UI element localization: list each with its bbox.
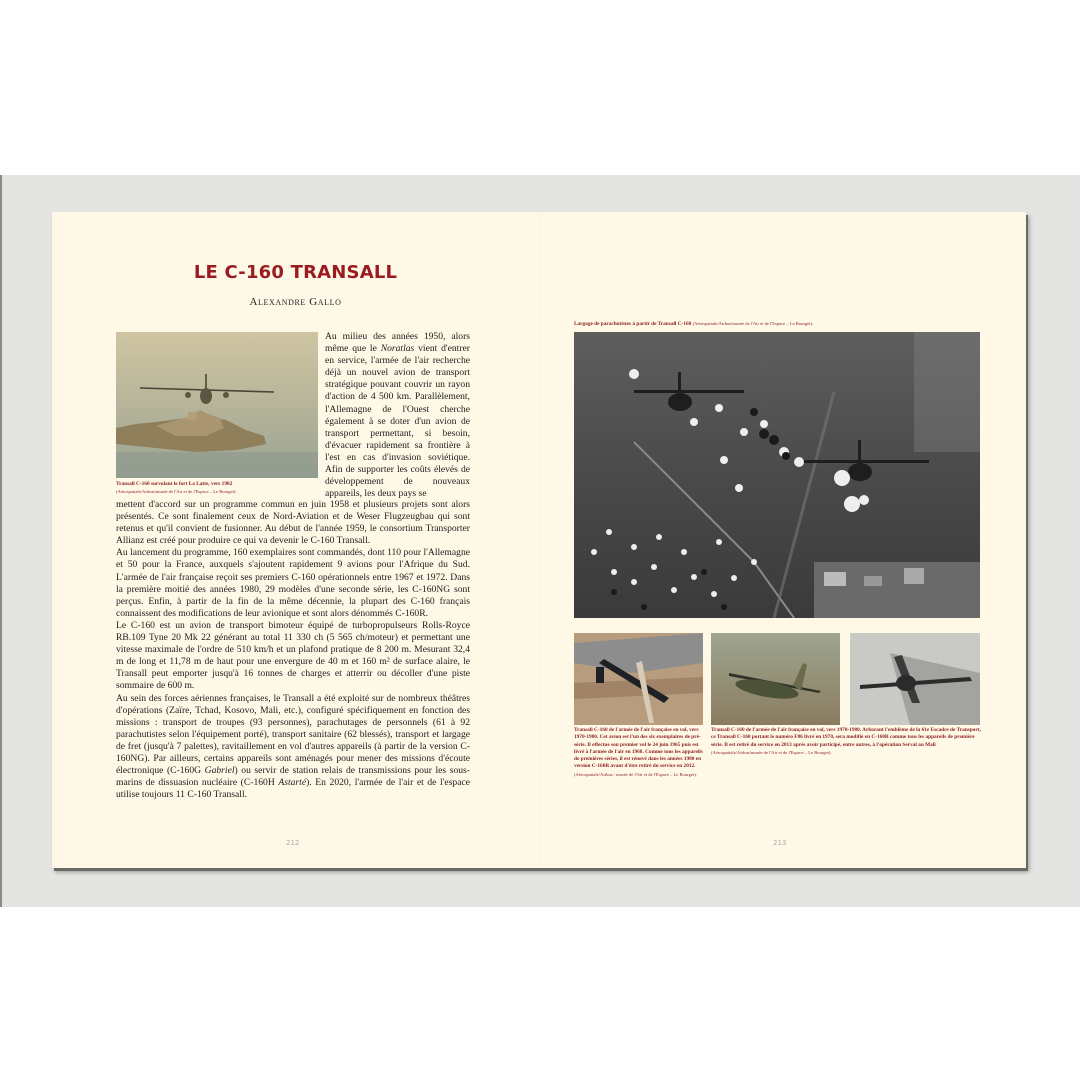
para4-italic-gabriel: Gabriel: [204, 765, 235, 777]
intro-text-b: vient d'entrer en service, l'armée de l'air recherche déjà un nouvel avion de transport stratégique pouvant couvrir un rayon d'action de 4 500 km. Parallèlement, l'Allemagne de l'Ouest cherche également à se doter d'un avion de transport permettant, si besoin, d'évacuer rapidement sa frontière à l'est en cas d'invasion soviétique. Afin de supporter les coûts élevés de développement de nouveaux appareils, les deux pays se: [325, 343, 470, 500]
gutter: [539, 212, 540, 868]
caption-credit: (Aérospatiale/Airbus/musée de l'Air et de l'Espace – Le Bourget).: [692, 321, 814, 326]
photo-small-3: [850, 633, 980, 725]
caption-text: Transall C-160 survolant le fort La Latte, vers 1982: [116, 481, 233, 487]
para4-text-c: ). En 2020, l'armée de l'air et de l'espace utilise toujours 11 C-160 Transall.: [116, 777, 470, 801]
article-title: LE C-160 TRANSALL: [193, 262, 398, 283]
caption-credit: (Aérospatiale/Airbus/musée de l'Air et de l'Espace – Le Bourget).: [711, 749, 832, 755]
transall-bw-image: [850, 633, 980, 725]
transall-camouflage-image: [711, 633, 840, 725]
paratrooper-drop-image: [574, 332, 980, 618]
paragraph-2: Au lancement du programme, 160 exemplaires sont commandés, dont 110 pour l'Allemagne et 50 pour la France, auxquels s'ajoutent rapidement 9 avions pour l'Afrique du Sud. L'armée de l'air française reçoit ses premiers C-160 opérationnels entre 1967 et 1972. Dans la première moitié des années 1980, 29 modèles d'une seconde série, les C-160NG sont perçus. Enfin, à partir de la fin de la même décennie, la plupart des C-160 français connaissent des modifications de leur avionique et sont alors dénommés C-160R.: [116, 547, 470, 619]
page-number-right: 213: [773, 839, 787, 847]
intro-text-a: Au milieu des années 1950, alors même que le: [325, 331, 470, 355]
caption-credit: (Aérospatiale/Airbus / musée de l'Air et de l'Espace – Le Bourget).: [574, 771, 697, 777]
photo-small-1: [574, 633, 703, 725]
para4-text-b: ) ou servir de station relais de transmissions pour les sous-marins de dissuasion nucléaire (C-160H: [116, 765, 470, 789]
photo-caption-fort: [116, 481, 336, 496]
photo-small-2: [711, 633, 840, 725]
book-spread: [52, 212, 1026, 868]
photo-paratroopers: [574, 332, 980, 618]
para4-text-a: Au sein des forces aériennes françaises, le Transall a été exploité sur de nombreux théâtres d'opérations (Zaïre, Tchad, Kosovo, Mali, etc.), configuré spécifiquement en fonction des missions : transport de troupes (93 personnes), parachutages de personnels (61 à 92 parachutistes selon l'équipement porté), transport sanitaire (62 blessés), transport et largage de fret (jusqu'à 7 palettes), ravitaillement en vol d'autres appareils (à partir de la version C-160NG). Par ailleurs, certains appareils sont aménagés pour mener des missions d'écoute électronique (C-160G: [116, 692, 470, 777]
transall-banking-image: [574, 633, 703, 725]
main-column: [116, 499, 470, 801]
photo-fort-la-latte: [116, 332, 318, 478]
paragraph-3: Le C-160 est un avion de transport bimoteur équipé de turbopropulseurs Rolls-Royce RB.109 Tyne 20 Mk 22 générant au total 11 330 ch (5 565 ch/moteur) et permettant une vitesse maximale de l'ordre de 510 km/h et un plafond pratique de 8 200 m. Mesurant 32,4 m de long et 11,78 m de haut pour une envergure de 40 m et 160 m² de surface alaire, le Transall peut emporter jusqu'à 16 tonnes de charges et atterrir ou décoller d'une piste sommaire de 600 m.: [116, 619, 470, 692]
caption-text: Transall C-160 de l'armée de l'air française en vol, vers 1970-1980. Arborant l'emblème de la 61e Escadre de Transport, ce Transall C-160 portant le numéro F86 livré en 1970, sera modifié en C-160R comme tous les appareils de première série. Il est retiré du service en 2013 après avoir participé, entre autres, à l'opération Serval au Mali: [711, 727, 981, 748]
paragraph-4: [116, 693, 470, 802]
caption-credit: (Aérospatiale/Airbus/musée de l'Air et de l'Espace – Le Bourget).: [116, 489, 237, 495]
caption-small-1: [574, 727, 707, 779]
caption-text: Transall C-160 de l'armée de l'air française en vol, vers 1970-1980. Cet avion est l'un des six exemplaires de pré-série. Il effectue son premier vol le 24 juin 1965 puis est livré à l'armée de l'air en 1968. Comme tous les appareils de premières séries, il est rénové dans les années 1980 en version C-160R avant d'être retiré du service en 2012.: [574, 727, 703, 770]
caption-small-2-3: [711, 727, 983, 757]
caption-text: Largage de parachutistes à partir de Transall C-160: [574, 321, 692, 327]
paragraph-1-continued: mettent d'accord sur un programme commun en juin 1958 et plusieurs projets sont alors présentés. Ce sont finalement ceux de Nord-Aviation et de Weser Flugzeugbau qui sont retenus et qu'il convient de fusionner. Au début de l'année 1959, le consortium Transporter Allianz est créé pour produire ce qui va devenir le C-160 Transall.: [116, 499, 470, 547]
intro-paragraph: [325, 331, 470, 500]
viewer-edge: [0, 175, 2, 907]
intro-italic: Noratlas: [380, 343, 415, 355]
intro-column: [325, 331, 470, 500]
article-author: Alexandre Gallo: [249, 296, 342, 308]
para4-italic-astarte: Astarté: [278, 777, 307, 789]
transall-over-fort-image: [116, 332, 318, 478]
top-photo-caption: [574, 320, 994, 328]
page-number-left: 212: [286, 839, 300, 847]
